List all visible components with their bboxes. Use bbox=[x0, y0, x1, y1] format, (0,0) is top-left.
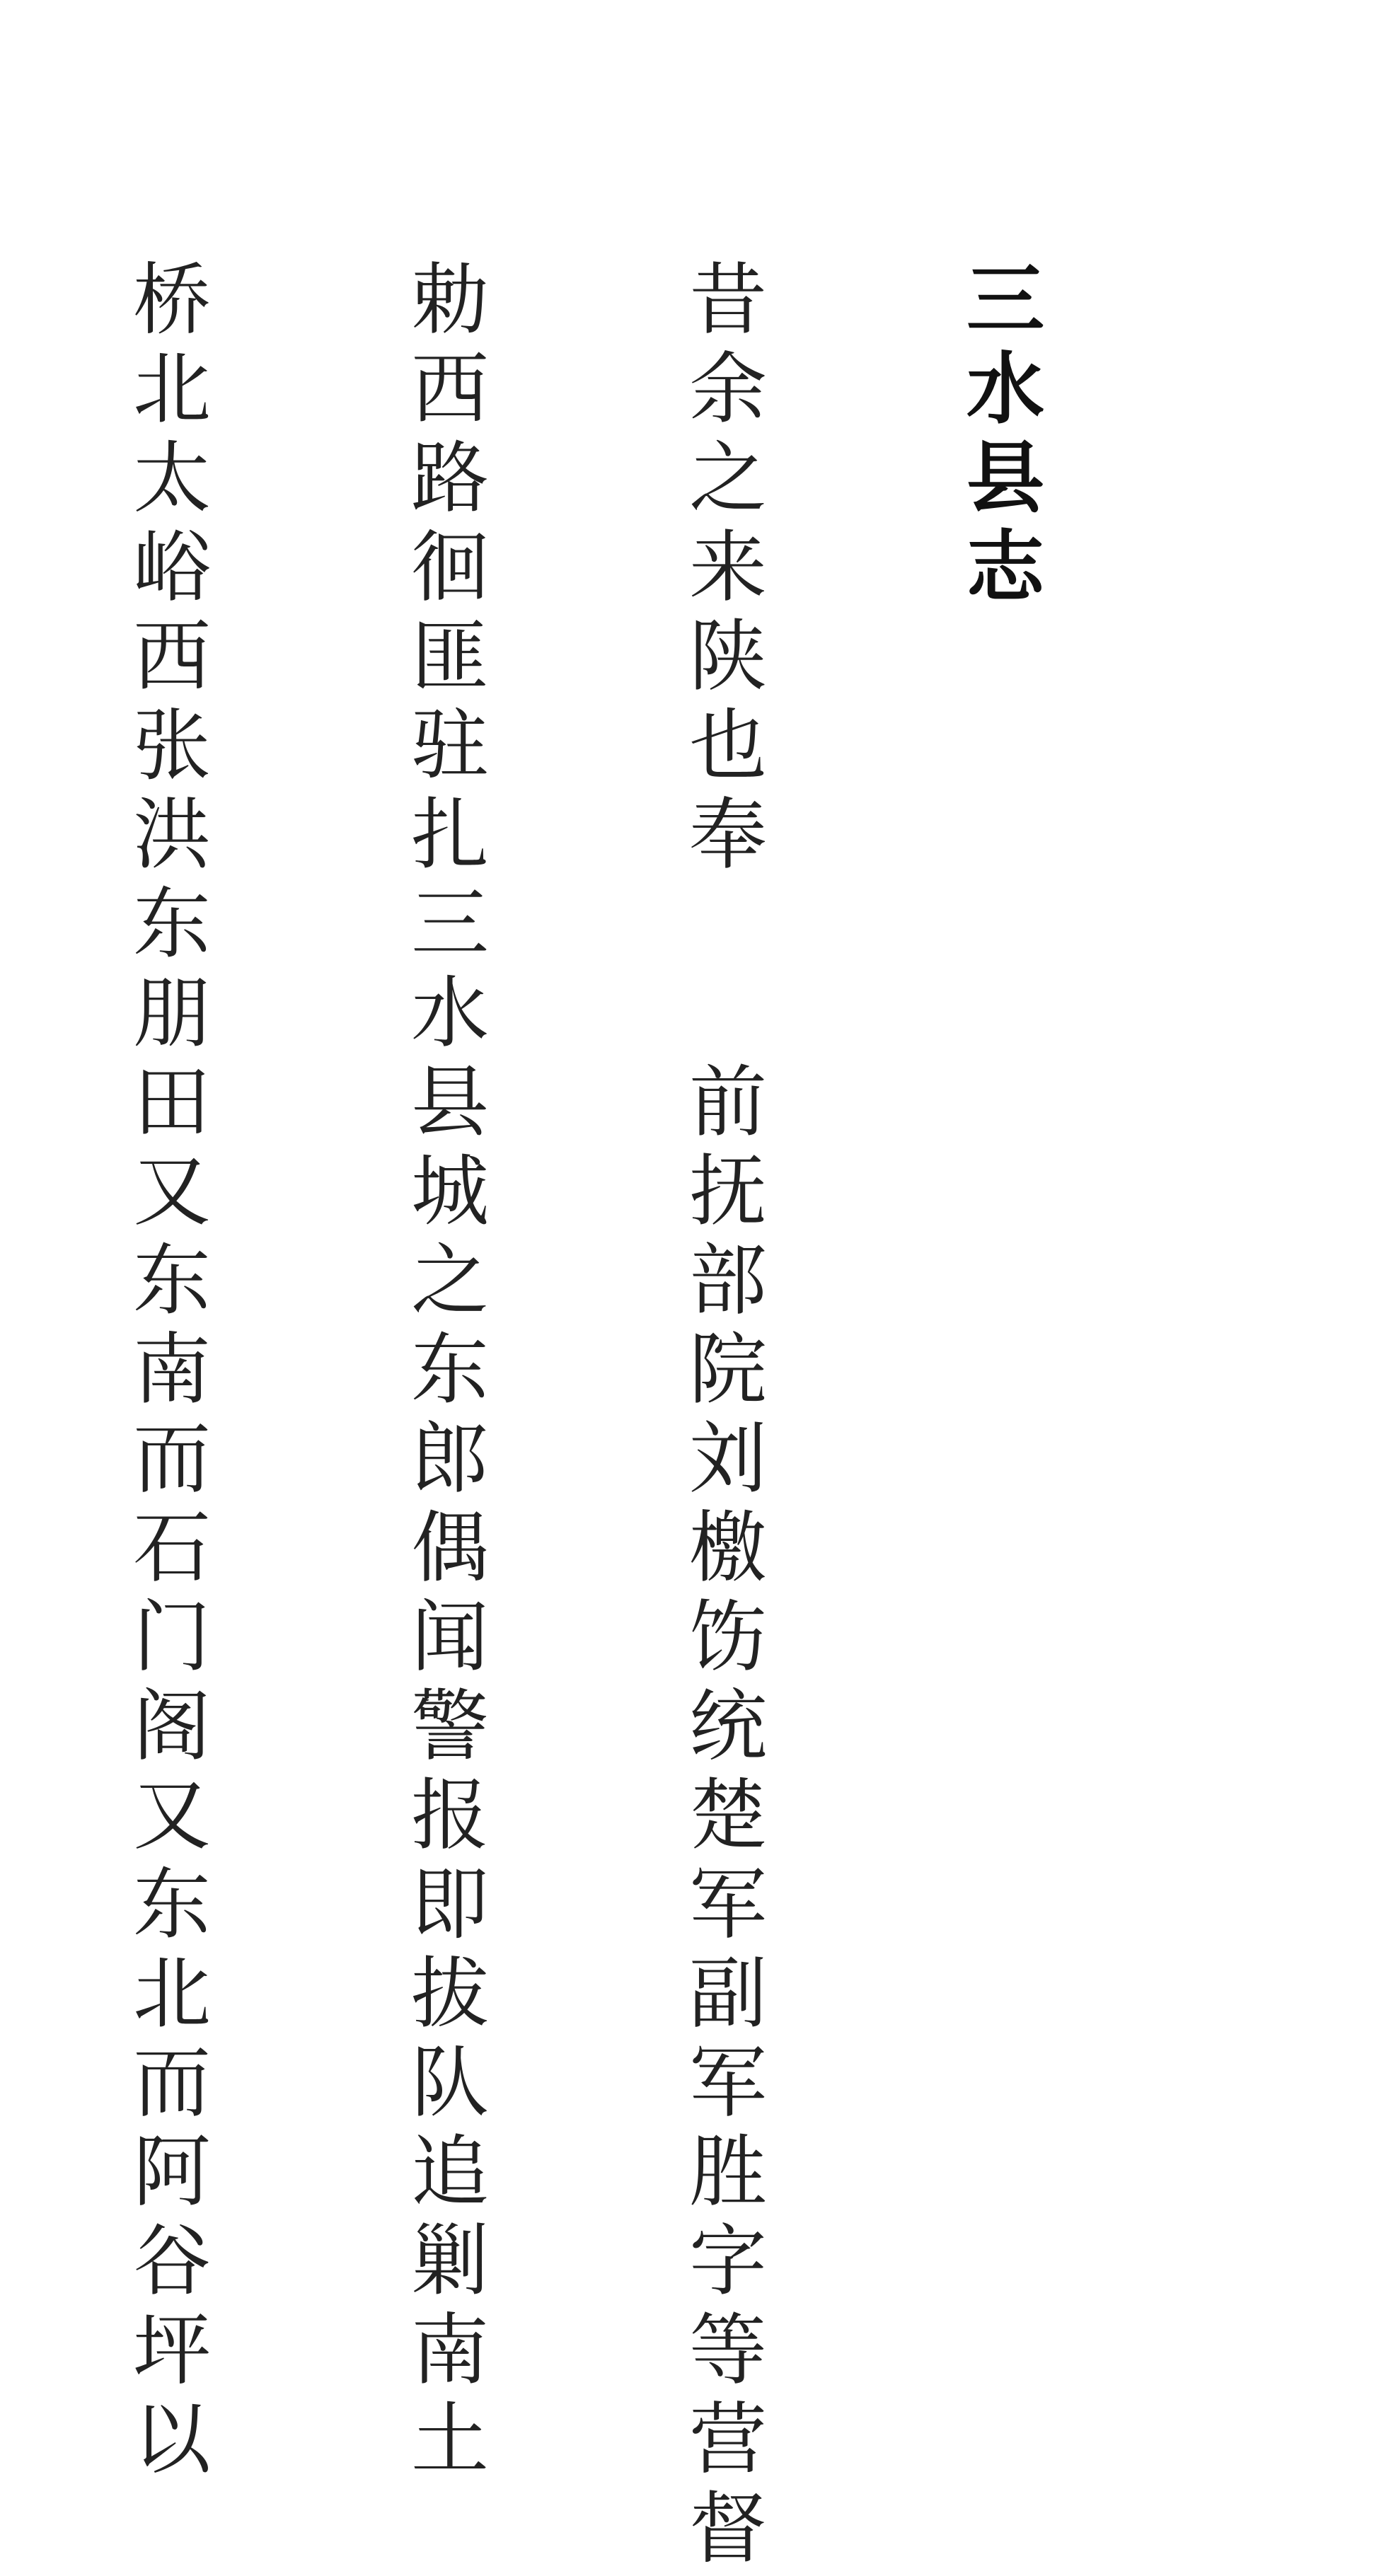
text-column-3: 桥北太峪西张洪东朋田又东南而石门阁又东北而阿谷坪以 bbox=[120, 258, 211, 2487]
column-1-text: 昔余之来陕也奉 bbox=[676, 258, 767, 882]
text-column-2: 勅西路徊匪驻扎三水县城之东郎偶闻警报即拔队追剿南土 bbox=[398, 258, 489, 2487]
vertical-text-block bbox=[120, 258, 1231, 2576]
column-1-raised-text: 前抚部院刘檄饬统楚军副军胜字等营督 bbox=[676, 1061, 767, 2576]
text-column-1 bbox=[675, 258, 768, 2576]
page-title: 三水县志 bbox=[954, 258, 1045, 615]
